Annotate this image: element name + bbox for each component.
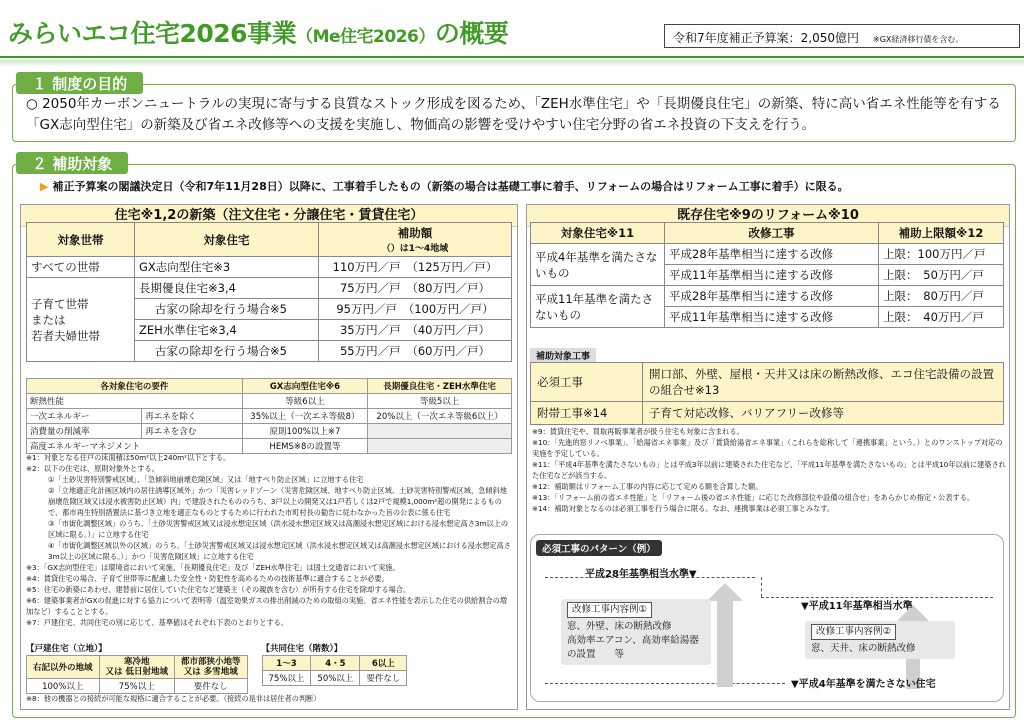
table-row: 平成11年基準相当に達する改修 上限： 40万円／戸 [531,307,1004,328]
table-row: 子育て世帯 または 若者夫婦世帯 長期優良住宅※3,4 75万円／戸 （80万円／戸） [27,278,512,299]
works-table [530,362,1004,425]
criteria-tables: 【戸建住宅（立地）】 右記以外の地域 寒冷地 又は 低日射地域 都市部狭小地等 又は 多雪地域 100%以上 75%以上 要件なし 【共同住宅（階数）】 1～3 4・5 6以上 75%以上 50%以上 要件なし [26,642,407,694]
table-row: 古家の除却を行う場合※5 95万円／戸 （100万円／戸） [27,299,512,320]
level-line-h4 [545,683,785,684]
note-8: ※8：他の機器との接続が可能な規格に適合することが必要。（接続の是非は居住者の判断） [26,694,321,703]
notes-left: ※1：対象となる住戸の床面積は50m²以上240m²以下とする。 ※2：以下の住宅は、原則対象外とする。 ①「土砂災害特別警戒区域」、「急傾斜地崩壊危険区域」又は「地すべり防止区域」に立地する住宅 ②「立地適正化計画区域内の居住誘導区域外」かつ「災害レッドゾーン（災害危険区域、地すべり防止区域、土砂災害特別警戒区域、急傾斜地崩壊危険区域又は浸水被害防止区域）内」で建設されたもののうち、3戸以上の開発又は1戸若しくは2戸で規模1,000m²超の開発によるもので、都市再生特別措置法に基づき立地を適正なものとするために行われた市町村長の勧告に従わなかった旨の公表に係る住宅 ③「市街化調整区域」のうち、「土砂災害警戒区域又は浸水想定区域（洪水浸水想定区域又は高潮浸水想定区域における浸水想定高さ3m以上の区域に限る。）」に立地する住宅 ④「市街化調整区域以外の区域」のうち、「土砂災害警戒区域又は浸水想定区域（洪水浸水想定区域又は高潮浸水想定区域における浸水想定高さ3m以上の区域に限る。）」かつ「災害危険区域」に立地する住宅 ※3：「GX志向型住宅」は環境省において実施、「長期優良住宅」及び「ZEH水準住宅」は国土交通省において実施。 ※4：賃貸住宅の場合、子育て世帯等に配慮した安全性・防犯性を高めるための技術基準に適合することが必要。 ※5：住宅の新築にあわせ、建替前に居住していた住宅など建築主（その親族を含む）が所有する住宅を除却する場合。 ※6：建築事業者がGXの促進に対する協力について表明等（温室効果ガスの排出削減のための取組の実施、省エネ性能を表示した住宅の供給割合の増加など）することとする。 ※7：戸建住宅、共同住宅の別に応じて、基準値はそれぞれ下表のとおりとする。 [26,453,511,627]
table-row: 消費量の削減率 再エネを含む 原則100%以上※7 [27,424,512,439]
detached-table: 右記以外の地域 寒冷地 又は 低日射地域 都市部狭小地等 又は 多雪地域 100%以上 75%以上 要件なし [26,655,248,694]
table-row: 高度エネルギーマネジメント HEMS※8の設置等 [27,439,512,454]
arrow-up-icon [707,583,743,687]
example-2: 改修工事内容例② 窓、天井、床の断熱改修 [805,621,955,659]
table-row: 古家の除却を行う場合※5 55万円／戸 （60万円／戸） [27,341,512,362]
col-type: 対象住宅 [135,223,319,257]
newbuild-title: 住宅※1,2の新築（注文住宅・分譲住宅・賃貸住宅） [21,205,517,227]
pattern-diagram: 平成28年基準相当水準▼ ▼平成11年基準相当水準 ▼平成4年基準を満たさない住宅 改修工事内容例① 窓、外壁、床の断熱改修 高効率エアコン、高効率給湯器の設置 等 改修工事内容例② 窓、天井、床の断熱改修 [530,534,1004,702]
reform-title: 既存住宅※9のリフォーム※10 [527,205,1009,227]
table-row: 断熱性能 等級6以上 等級5以上 [27,394,512,409]
header-divider-shade [0,60,1024,67]
col-household: 対象世帯 [27,223,135,257]
section1-heading: １ 制度の目的 [16,72,143,94]
budget-box: 令和7年度補正予算案：2,050億円 ※GX経済移行債を含む。 [664,24,1020,48]
table-row: 平成11年基準相当に達する改修 上限： 50万円／戸 [531,265,1004,286]
requirements-table: 各対象住宅の要件 GX志向型住宅※6 長期優良住宅・ZEH水準住宅 断熱性能 等級6以上 等級5以上 一次エネルギー 再エネを除く 35%以上（一次エネ等級8） 20%以上（一次エネ等級6以上） 消費量の削減率 再エネを含む 原則100%以上※7 高度エネルギーマネジメント HEMS※8の設置等 [26,378,512,454]
reform-table: 対象住宅※11 改修工事 補助上限額※12 平成4年基準を満たさないもの 平成28年基準相当に達する改修 上限：100万円／戸 平成11年基準相当に達する改修 上限： 50万円／戸 平成11年基準を満たさないもの 平成28年基準相当に達する改修 上限： 80万円／戸 平成11年基準相当に達する改修 上限： 40万円／戸 [530,222,1004,328]
section2-heading: ２ 補助対象 [16,152,128,174]
header-divider [0,56,1024,58]
col-amount: 補助額 （）は1～4地域 [319,223,512,257]
table-row: 必須工事 開口部、外壁、屋根・天井又は床の断熱改修、エコ住宅設備の設置の組合せ※13 [531,363,1004,402]
apartment-table: 1～3 4・5 6以上 75%以上 50%以上 要件なし [262,655,408,686]
pattern-label: 必須工事のパターン（例） [536,540,662,556]
page-title: みらいエコ住宅2026事業（Me住宅2026）の概要 [8,19,509,48]
works-label: 補助対象工事 [530,348,596,363]
newbuild-table [26,222,512,362]
table-row: 平成11年基準を満たさないもの 平成28年基準相当に達する改修 上限： 80万円／戸 [531,286,1004,307]
table-row: 附帯工事※14 子育て対応改修、バリアフリー改修等 [531,402,1004,425]
purpose-text: ○ 2050年カーボンニュートラルの実現に寄与する良質なストック形成を図るため、「ZEH水準住宅」や「長期優良住宅」の新築、特に高い省エネ性能等を有する「GX志向型住宅」の新築及び省エネ改修等への支援を実施し、物価高の影響を受けやすい住宅分野の省エネ投資の下支えを行う。 [26,96,1001,133]
table-row: すべての世帯 GX志向型住宅※3 110万円／戸 （125万円／戸） [27,257,512,278]
table-row: 一次エネルギー 再エネを除く 35%以上（一次エネ等級8） 20%以上（一次エネ等級6以上） [27,409,512,424]
notes-right: ※9：賃貸住宅や、買取再販事業者が扱う住宅も対象に含まれる。 ※10：「先進的窓リノベ事業」、「給湯省エネ事業」及び「賃貸給湯省エネ事業」（これらを総称して「連携事業」という。）とのワンストップ対応の実施を予定している。 ※11：「平成4年基準を満たさないもの」とは平成3年以前に建築された住宅など、「平成11年基準を満たさないもの」とは平成10年以前に建築された住宅などが該当する。 ※12：補助額はリフォーム工事の内容に応じて定める額を合算した額。 ※13：「リフォーム前の省エネ性能」と「リフォーム後の省エネ性能」に応じた改修部位や設備の組合せ」をあらかじめ指定・公表する。 ※14：補助対象となるのは必須工事を行う場合に限る。なお、連携事業は必須工事とみなす。 [532,427,1006,513]
scope-text: ▶ 補正予算案の閣議決定日（令和7年11月28日）以降に、工事着手したもの（新築の場合は基礎工事に着手、リフォームの場合はリフォーム工事に着手）に限る。 [40,180,849,193]
table-row: 平成4年基準を満たさないもの 平成28年基準相当に達する改修 上限：100万円／戸 [531,244,1004,265]
example-1: 改修工事内容例① 窓、外壁、床の断熱改修 高効率エアコン、高効率給湯器の設置 等 [561,599,711,665]
table-row: ZEH水準住宅※3,4 35万円／戸 （40万円／戸） [27,320,512,341]
triangle-icon: ▶ [40,180,49,193]
